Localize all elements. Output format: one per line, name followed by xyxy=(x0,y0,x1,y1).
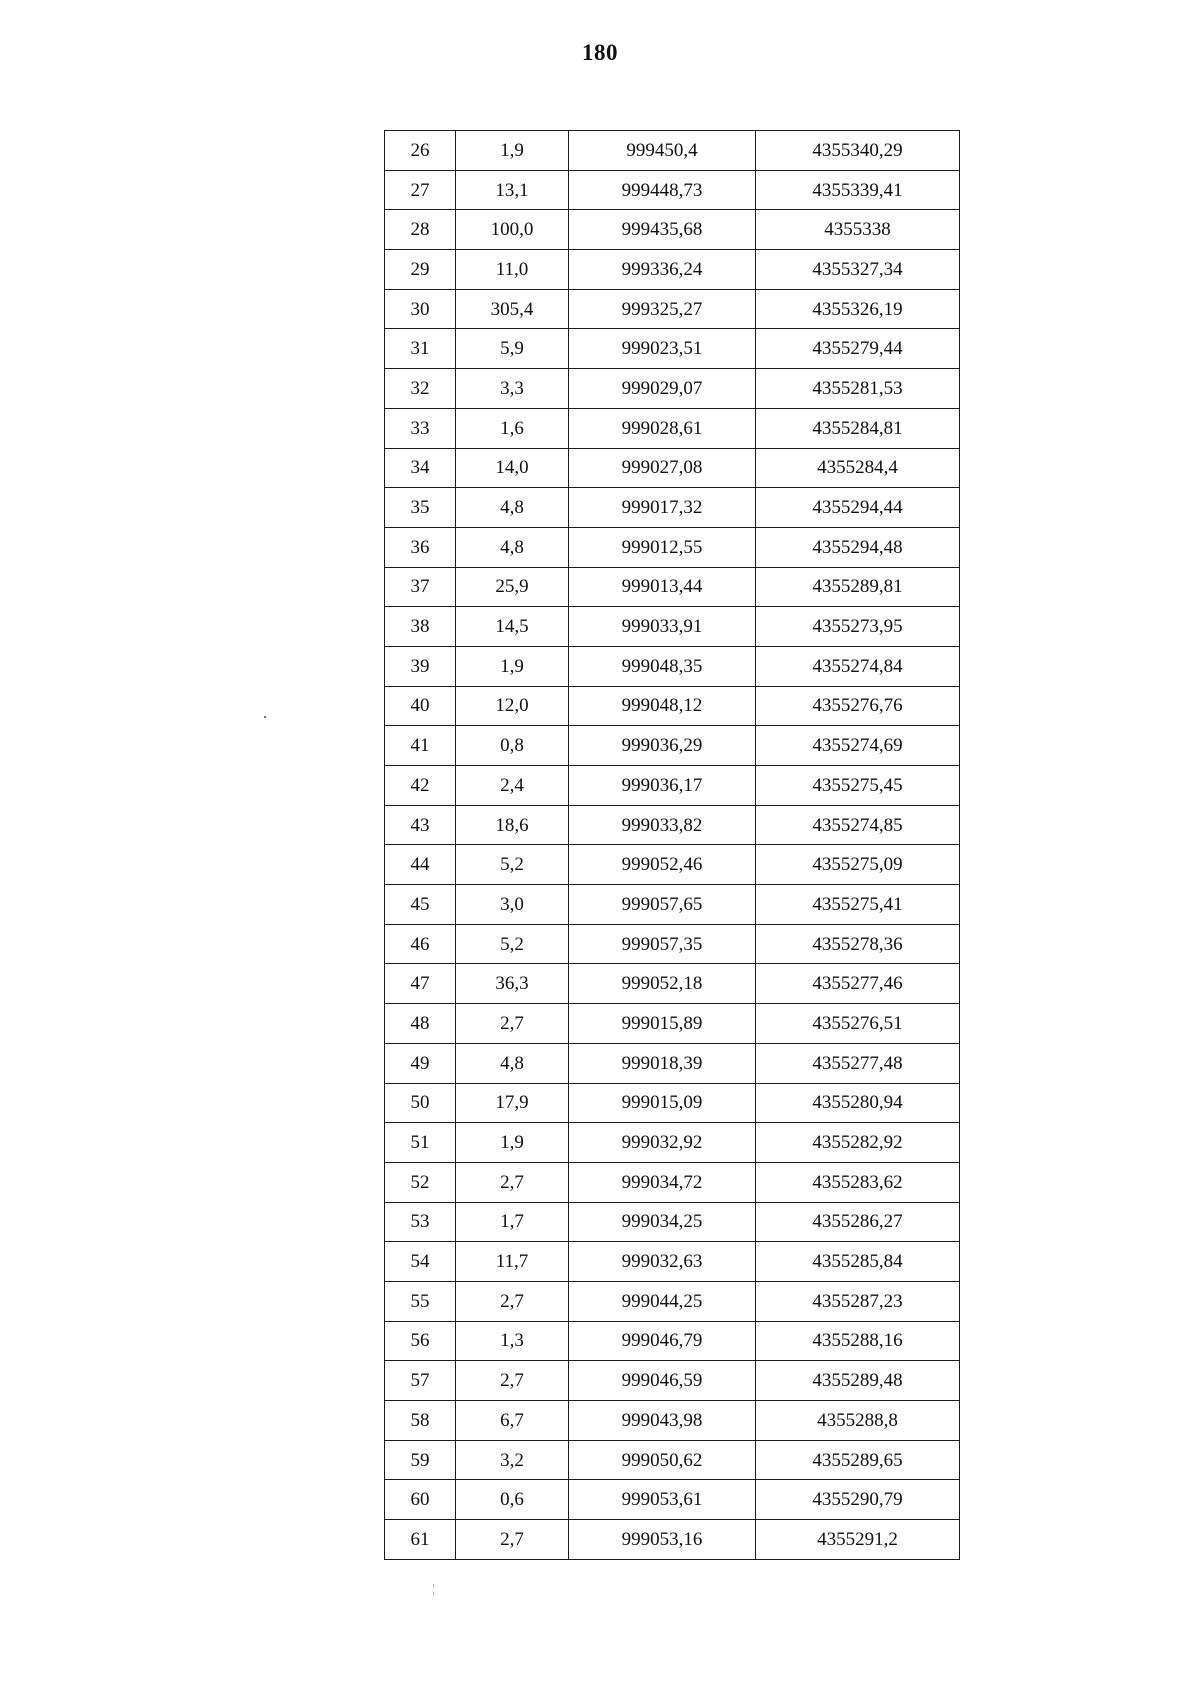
distance-cell: 17,9 xyxy=(456,1083,569,1123)
x-coordinate-cell: 999013,44 xyxy=(569,567,756,607)
table-row xyxy=(385,1281,960,1321)
table-row xyxy=(385,210,960,250)
point-number-cell: 49 xyxy=(385,1043,456,1083)
distance-cell: 14,0 xyxy=(456,448,569,488)
point-number-cell: 34 xyxy=(385,448,456,488)
y-coordinate-cell: 4355289,65 xyxy=(756,1440,960,1480)
distance-cell: 5,2 xyxy=(456,924,569,964)
table-row xyxy=(385,726,960,766)
y-coordinate-cell: 4355290,79 xyxy=(756,1480,960,1520)
point-number-cell: 33 xyxy=(385,408,456,448)
point-number-cell: 42 xyxy=(385,766,456,806)
table-row xyxy=(385,527,960,567)
y-coordinate-cell: 4355277,48 xyxy=(756,1043,960,1083)
point-number-cell: 38 xyxy=(385,607,456,647)
point-number-cell: 45 xyxy=(385,885,456,925)
y-coordinate-cell: 4355282,92 xyxy=(756,1123,960,1163)
table-row xyxy=(385,805,960,845)
table-row xyxy=(385,1480,960,1520)
table-row xyxy=(385,448,960,488)
table-row xyxy=(385,408,960,448)
x-coordinate-cell: 999448,73 xyxy=(569,170,756,210)
y-coordinate-cell: 4355283,62 xyxy=(756,1162,960,1202)
table-row xyxy=(385,1401,960,1441)
point-number-cell: 46 xyxy=(385,924,456,964)
y-coordinate-cell: 4355275,09 xyxy=(756,845,960,885)
y-coordinate-cell: 4355286,27 xyxy=(756,1202,960,1242)
y-coordinate-cell: 4355275,41 xyxy=(756,885,960,925)
y-coordinate-cell: 4355275,45 xyxy=(756,766,960,806)
y-coordinate-cell: 4355284,4 xyxy=(756,448,960,488)
distance-cell: 2,4 xyxy=(456,766,569,806)
x-coordinate-cell: 999046,59 xyxy=(569,1361,756,1401)
x-coordinate-cell: 999034,25 xyxy=(569,1202,756,1242)
distance-cell: 5,9 xyxy=(456,329,569,369)
distance-cell: 4,8 xyxy=(456,527,569,567)
y-coordinate-cell: 4355274,84 xyxy=(756,646,960,686)
y-coordinate-cell: 4355339,41 xyxy=(756,170,960,210)
y-coordinate-cell: 4355280,94 xyxy=(756,1083,960,1123)
point-number-cell: 26 xyxy=(385,131,456,171)
x-coordinate-cell: 999057,65 xyxy=(569,885,756,925)
distance-cell: 1,9 xyxy=(456,646,569,686)
x-coordinate-cell: 999032,92 xyxy=(569,1123,756,1163)
y-coordinate-cell: 4355294,44 xyxy=(756,488,960,528)
distance-cell: 5,2 xyxy=(456,845,569,885)
distance-cell: 3,0 xyxy=(456,885,569,925)
distance-cell: 1,9 xyxy=(456,1123,569,1163)
table-row xyxy=(385,924,960,964)
table-row xyxy=(385,1321,960,1361)
table-row xyxy=(385,1004,960,1044)
scan-dot xyxy=(433,1584,434,1587)
table-row xyxy=(385,369,960,409)
point-number-cell: 32 xyxy=(385,369,456,409)
point-number-cell: 53 xyxy=(385,1202,456,1242)
table-row xyxy=(385,250,960,290)
distance-cell: 4,8 xyxy=(456,488,569,528)
table-row xyxy=(385,845,960,885)
page-number: 180 xyxy=(582,40,618,65)
distance-cell: 305,4 xyxy=(456,289,569,329)
table-row xyxy=(385,289,960,329)
x-coordinate-cell: 999325,27 xyxy=(569,289,756,329)
point-number-cell: 57 xyxy=(385,1361,456,1401)
y-coordinate-cell: 4355278,36 xyxy=(756,924,960,964)
table-row xyxy=(385,329,960,369)
y-coordinate-cell: 4355291,2 xyxy=(756,1520,960,1560)
point-number-cell: 54 xyxy=(385,1242,456,1282)
point-number-cell: 51 xyxy=(385,1123,456,1163)
table-row xyxy=(385,1043,960,1083)
table-row xyxy=(385,1083,960,1123)
y-coordinate-cell: 4355273,95 xyxy=(756,607,960,647)
distance-cell: 3,3 xyxy=(456,369,569,409)
table-row xyxy=(385,964,960,1004)
table-body xyxy=(385,131,960,1560)
y-coordinate-cell: 4355326,19 xyxy=(756,289,960,329)
x-coordinate-cell: 999052,18 xyxy=(569,964,756,1004)
distance-cell: 12,0 xyxy=(456,686,569,726)
x-coordinate-cell: 999015,09 xyxy=(569,1083,756,1123)
point-number-cell: 59 xyxy=(385,1440,456,1480)
distance-cell: 2,7 xyxy=(456,1361,569,1401)
y-coordinate-cell: 4355285,84 xyxy=(756,1242,960,1282)
x-coordinate-cell: 999053,61 xyxy=(569,1480,756,1520)
y-coordinate-cell: 4355276,76 xyxy=(756,686,960,726)
x-coordinate-cell: 999018,39 xyxy=(569,1043,756,1083)
point-number-cell: 35 xyxy=(385,488,456,528)
distance-cell: 3,2 xyxy=(456,1440,569,1480)
x-coordinate-cell: 999036,29 xyxy=(569,726,756,766)
table-row xyxy=(385,488,960,528)
y-coordinate-cell: 4355281,53 xyxy=(756,369,960,409)
x-coordinate-cell: 999050,62 xyxy=(569,1440,756,1480)
point-number-cell: 39 xyxy=(385,646,456,686)
x-coordinate-cell: 999043,98 xyxy=(569,1401,756,1441)
point-number-cell: 41 xyxy=(385,726,456,766)
distance-cell: 25,9 xyxy=(456,567,569,607)
point-number-cell: 52 xyxy=(385,1162,456,1202)
scan-dot xyxy=(264,716,266,718)
x-coordinate-cell: 999034,72 xyxy=(569,1162,756,1202)
point-number-cell: 60 xyxy=(385,1480,456,1520)
x-coordinate-cell: 999036,17 xyxy=(569,766,756,806)
distance-cell: 11,0 xyxy=(456,250,569,290)
point-number-cell: 36 xyxy=(385,527,456,567)
x-coordinate-cell: 999336,24 xyxy=(569,250,756,290)
distance-cell: 1,3 xyxy=(456,1321,569,1361)
distance-cell: 18,6 xyxy=(456,805,569,845)
x-coordinate-cell: 999033,82 xyxy=(569,805,756,845)
x-coordinate-cell: 999017,32 xyxy=(569,488,756,528)
distance-cell: 4,8 xyxy=(456,1043,569,1083)
point-number-cell: 47 xyxy=(385,964,456,1004)
distance-cell: 13,1 xyxy=(456,170,569,210)
x-coordinate-cell: 999048,35 xyxy=(569,646,756,686)
x-coordinate-cell: 999052,46 xyxy=(569,845,756,885)
y-coordinate-cell: 4355327,34 xyxy=(756,250,960,290)
table-row xyxy=(385,170,960,210)
point-number-cell: 40 xyxy=(385,686,456,726)
table-row xyxy=(385,885,960,925)
table-row xyxy=(385,567,960,607)
distance-cell: 0,6 xyxy=(456,1480,569,1520)
distance-cell: 11,7 xyxy=(456,1242,569,1282)
point-number-cell: 31 xyxy=(385,329,456,369)
y-coordinate-cell: 4355277,46 xyxy=(756,964,960,1004)
coordinates-table xyxy=(384,130,960,1560)
x-coordinate-cell: 999023,51 xyxy=(569,329,756,369)
distance-cell: 100,0 xyxy=(456,210,569,250)
table-row xyxy=(385,131,960,171)
x-coordinate-cell: 999046,79 xyxy=(569,1321,756,1361)
x-coordinate-cell: 999057,35 xyxy=(569,924,756,964)
y-coordinate-cell: 4355287,23 xyxy=(756,1281,960,1321)
y-coordinate-cell: 4355294,48 xyxy=(756,527,960,567)
y-coordinate-cell: 4355340,29 xyxy=(756,131,960,171)
y-coordinate-cell: 4355289,81 xyxy=(756,567,960,607)
x-coordinate-cell: 999044,25 xyxy=(569,1281,756,1321)
x-coordinate-cell: 999435,68 xyxy=(569,210,756,250)
point-number-cell: 27 xyxy=(385,170,456,210)
y-coordinate-cell: 4355274,85 xyxy=(756,805,960,845)
y-coordinate-cell: 4355338 xyxy=(756,210,960,250)
table-row xyxy=(385,646,960,686)
distance-cell: 2,7 xyxy=(456,1162,569,1202)
point-number-cell: 43 xyxy=(385,805,456,845)
y-coordinate-cell: 4355288,8 xyxy=(756,1401,960,1441)
point-number-cell: 29 xyxy=(385,250,456,290)
distance-cell: 1,6 xyxy=(456,408,569,448)
y-coordinate-cell: 4355284,81 xyxy=(756,408,960,448)
x-coordinate-cell: 999029,07 xyxy=(569,369,756,409)
distance-cell: 2,7 xyxy=(456,1281,569,1321)
scan-dot xyxy=(433,1592,434,1595)
point-number-cell: 55 xyxy=(385,1281,456,1321)
point-number-cell: 50 xyxy=(385,1083,456,1123)
table-row xyxy=(385,766,960,806)
x-coordinate-cell: 999012,55 xyxy=(569,527,756,567)
point-number-cell: 28 xyxy=(385,210,456,250)
y-coordinate-cell: 4355274,69 xyxy=(756,726,960,766)
y-coordinate-cell: 4355279,44 xyxy=(756,329,960,369)
distance-cell: 1,7 xyxy=(456,1202,569,1242)
y-coordinate-cell: 4355288,16 xyxy=(756,1321,960,1361)
table-row xyxy=(385,1440,960,1480)
x-coordinate-cell: 999015,89 xyxy=(569,1004,756,1044)
point-number-cell: 37 xyxy=(385,567,456,607)
table-row xyxy=(385,1242,960,1282)
point-number-cell: 30 xyxy=(385,289,456,329)
x-coordinate-cell: 999027,08 xyxy=(569,448,756,488)
point-number-cell: 44 xyxy=(385,845,456,885)
point-number-cell: 48 xyxy=(385,1004,456,1044)
x-coordinate-cell: 999032,63 xyxy=(569,1242,756,1282)
table-row xyxy=(385,1361,960,1401)
table-row xyxy=(385,607,960,647)
x-coordinate-cell: 999053,16 xyxy=(569,1520,756,1560)
point-number-cell: 56 xyxy=(385,1321,456,1361)
distance-cell: 0,8 xyxy=(456,726,569,766)
x-coordinate-cell: 999028,61 xyxy=(569,408,756,448)
table-row xyxy=(385,1162,960,1202)
distance-cell: 36,3 xyxy=(456,964,569,1004)
point-number-cell: 58 xyxy=(385,1401,456,1441)
distance-cell: 6,7 xyxy=(456,1401,569,1441)
point-number-cell: 61 xyxy=(385,1520,456,1560)
distance-cell: 14,5 xyxy=(456,607,569,647)
x-coordinate-cell: 999450,4 xyxy=(569,131,756,171)
table-row xyxy=(385,1123,960,1163)
y-coordinate-cell: 4355276,51 xyxy=(756,1004,960,1044)
distance-cell: 2,7 xyxy=(456,1004,569,1044)
table-row xyxy=(385,1202,960,1242)
distance-cell: 2,7 xyxy=(456,1520,569,1560)
x-coordinate-cell: 999033,91 xyxy=(569,607,756,647)
table-row xyxy=(385,686,960,726)
y-coordinate-cell: 4355289,48 xyxy=(756,1361,960,1401)
distance-cell: 1,9 xyxy=(456,131,569,171)
table-row xyxy=(385,1520,960,1560)
x-coordinate-cell: 999048,12 xyxy=(569,686,756,726)
